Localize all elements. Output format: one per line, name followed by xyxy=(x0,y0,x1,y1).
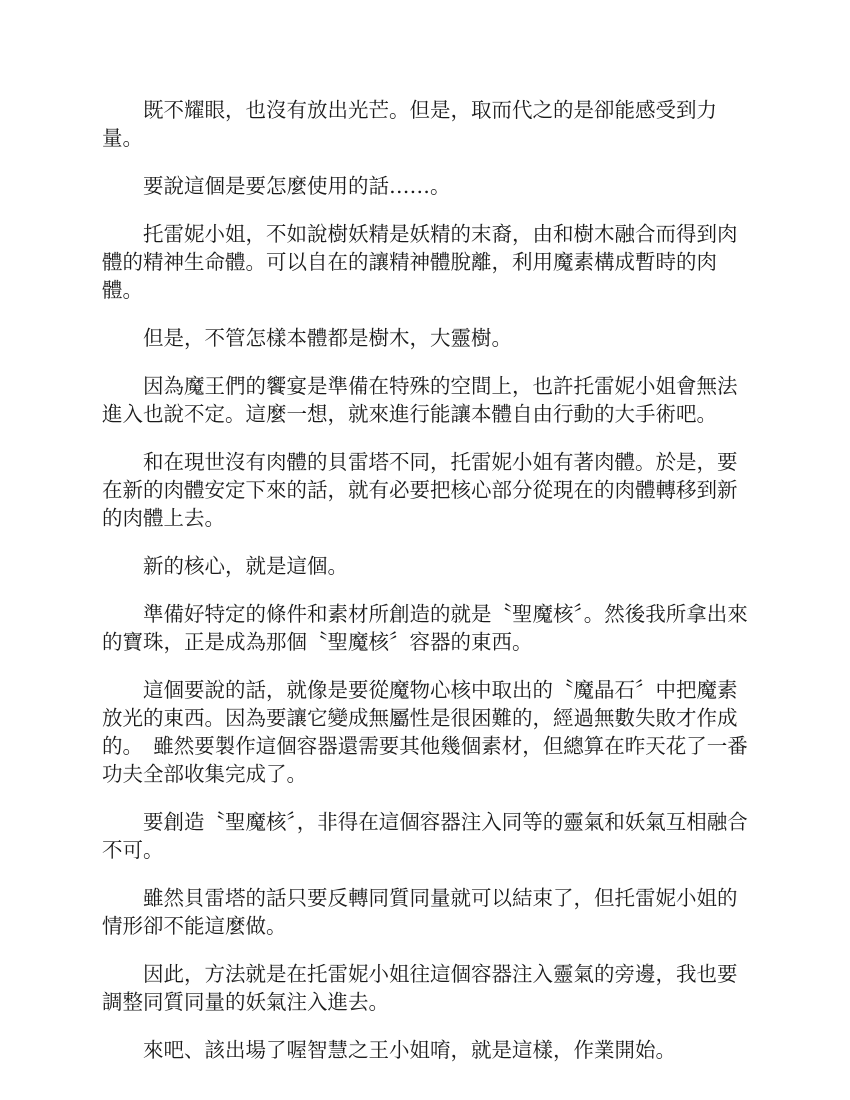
paragraph: 這個要說的話，就像是要從魔物心核中取出的〝魔晶石〞中把魔素放光的東西。因為要讓它變成無屬性是很困難的，經過無數失敗才作成的。 雖然要製作這個容器還需要其他幾個素材，但總算在昨天花了一番功夫全部收集完成了。 xyxy=(102,678,748,786)
paragraph: 既不耀眼，也沒有放出光芒。但是，取而代之的是卻能感受到力量。 xyxy=(102,98,717,150)
paragraph: 因為魔王們的饗宴是準備在特殊的空間上，也許托雷妮小姐會無法進入也說不定。這麼一想，就來進行能讓本體自由行動的大手術吧。 xyxy=(102,374,738,426)
paragraph: 要創造〝聖魔核〞，非得在這個容器注入同等的靈氣和妖氣互相融合不可。 xyxy=(102,810,748,862)
paragraph: 準備好特定的條件和素材所創造的就是〝聖魔核〞。然後我所拿出來的寶珠，正是成為那個〝聖魔核〞容器的東西。 xyxy=(102,602,748,654)
paragraph: 新的核心，就是這個。 xyxy=(143,554,348,578)
document-page xyxy=(102,96,752,1084)
paragraph: 因此，方法就是在托雷妮小姐往這個容器注入靈氣的旁邊，我也要調整同質同量的妖氣注入進去。 xyxy=(102,962,738,1014)
paragraph: 和在現世沒有肉體的貝雷塔不同，托雷妮小姐有著肉體。於是，要在新的肉體安定下來的話，就有必要把核心部分從現在的肉體轉移到新的肉體上去。 xyxy=(102,450,738,530)
paragraph: 雖然貝雷塔的話只要反轉同質同量就可以結束了，但托雷妮小姐的情形卻不能這麼做。 xyxy=(102,886,738,938)
paragraph: 來吧、該出場了喔智慧之王小姐唷，就是這樣，作業開始。 xyxy=(143,1038,676,1062)
paragraph: 要說這個是要怎麼使用的話……。 xyxy=(143,174,451,198)
paragraph: 托雷妮小姐，不如說樹妖精是妖精的末裔，由和樹木融合而得到肉體的精神生命體。可以自在的讓精神體脫離，利用魔素構成暫時的肉體。 xyxy=(102,222,738,302)
paragraph: 但是，不管怎樣本體都是樹木，大靈樹。 xyxy=(143,326,512,350)
